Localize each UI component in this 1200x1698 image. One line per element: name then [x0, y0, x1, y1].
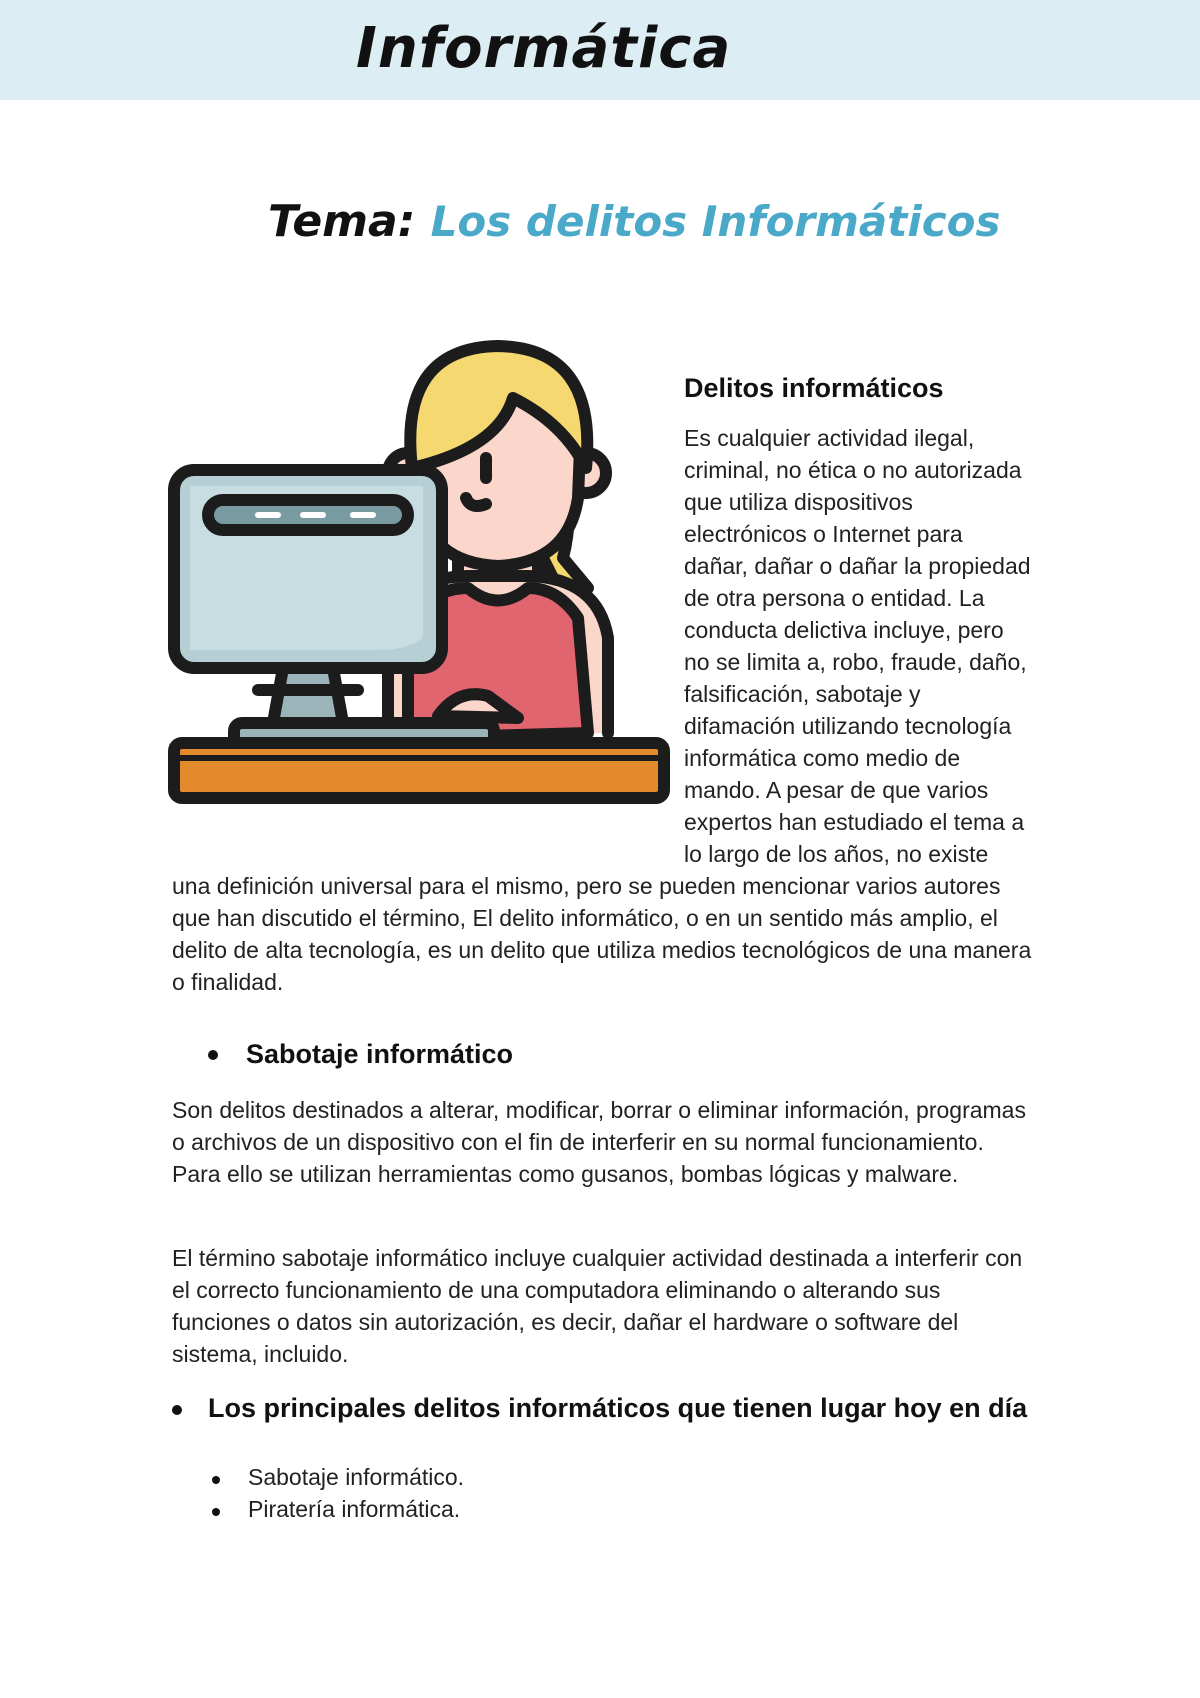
topic-label: Tema: — [268, 196, 416, 247]
list-item: Piratería informática. — [248, 1496, 461, 1522]
sabotaje-paragraph-2 — [172, 1242, 1032, 1370]
sabotaje-heading: Sabotaje informático — [246, 1039, 514, 1069]
bullet — [172, 1405, 182, 1415]
topic-value: Los delitos Informáticos — [430, 197, 1001, 246]
title-banner — [0, 0, 1200, 100]
intro-heading: Delitos informáticos — [684, 373, 944, 403]
topic-heading — [268, 196, 1001, 247]
bullet — [208, 1050, 218, 1060]
intro-section — [172, 372, 1032, 998]
document-title: Informática — [356, 16, 732, 81]
list-item: Sabotaje informático. — [248, 1464, 465, 1490]
principales-heading: Los principales delitos informáticos que tienen lugar hoy en día — [208, 1393, 1028, 1423]
illustration-spacer — [172, 372, 684, 864]
sabotaje-text-1: Son delitos destinados a alterar, modificar, borrar o eliminar información, programas o archivos de un dispositivo con el fin de interferir en su normal funcionamiento. Para ello se utilizan herramientas como gusanos, bombas lógicas y malware. — [172, 1097, 1026, 1187]
sabotaje-text-2: El término sabotaje informático incluye cualquier actividad destinada a interferir con el correcto funcionamiento de una computadora eliminando o alterando sus funciones o datos sin autorización, es decir, dañar el hardware o software del sistema, incluido. — [172, 1245, 1023, 1367]
intro-paragraph: Es cualquier actividad ilegal, criminal, no ética o no autorizada que utiliza dispositivos electrónicos o Internet para dañar, dañar o dañar la propiedad de otra persona o entidad. La conducta delictiva incluye, pero no se limita a, robo, fraude, daño, falsificación, sabotaje y difamación utilizando tecnología informática como medio de mando. A pesar de que varios expertos han estudiado el tema a lo largo de los años, no existe una definición universal para el mismo, pero se pueden mencionar varios autores que han discutido el término, El delito informático, o en un sentido más amplio, el delito de alta tecnología, es un delito que utiliza medios tecnológicos de una manera o finalidad. — [172, 425, 1032, 995]
list-bullet — [212, 1508, 220, 1516]
list-bullet — [212, 1476, 220, 1484]
sabotaje-paragraph-1 — [172, 1094, 1032, 1190]
